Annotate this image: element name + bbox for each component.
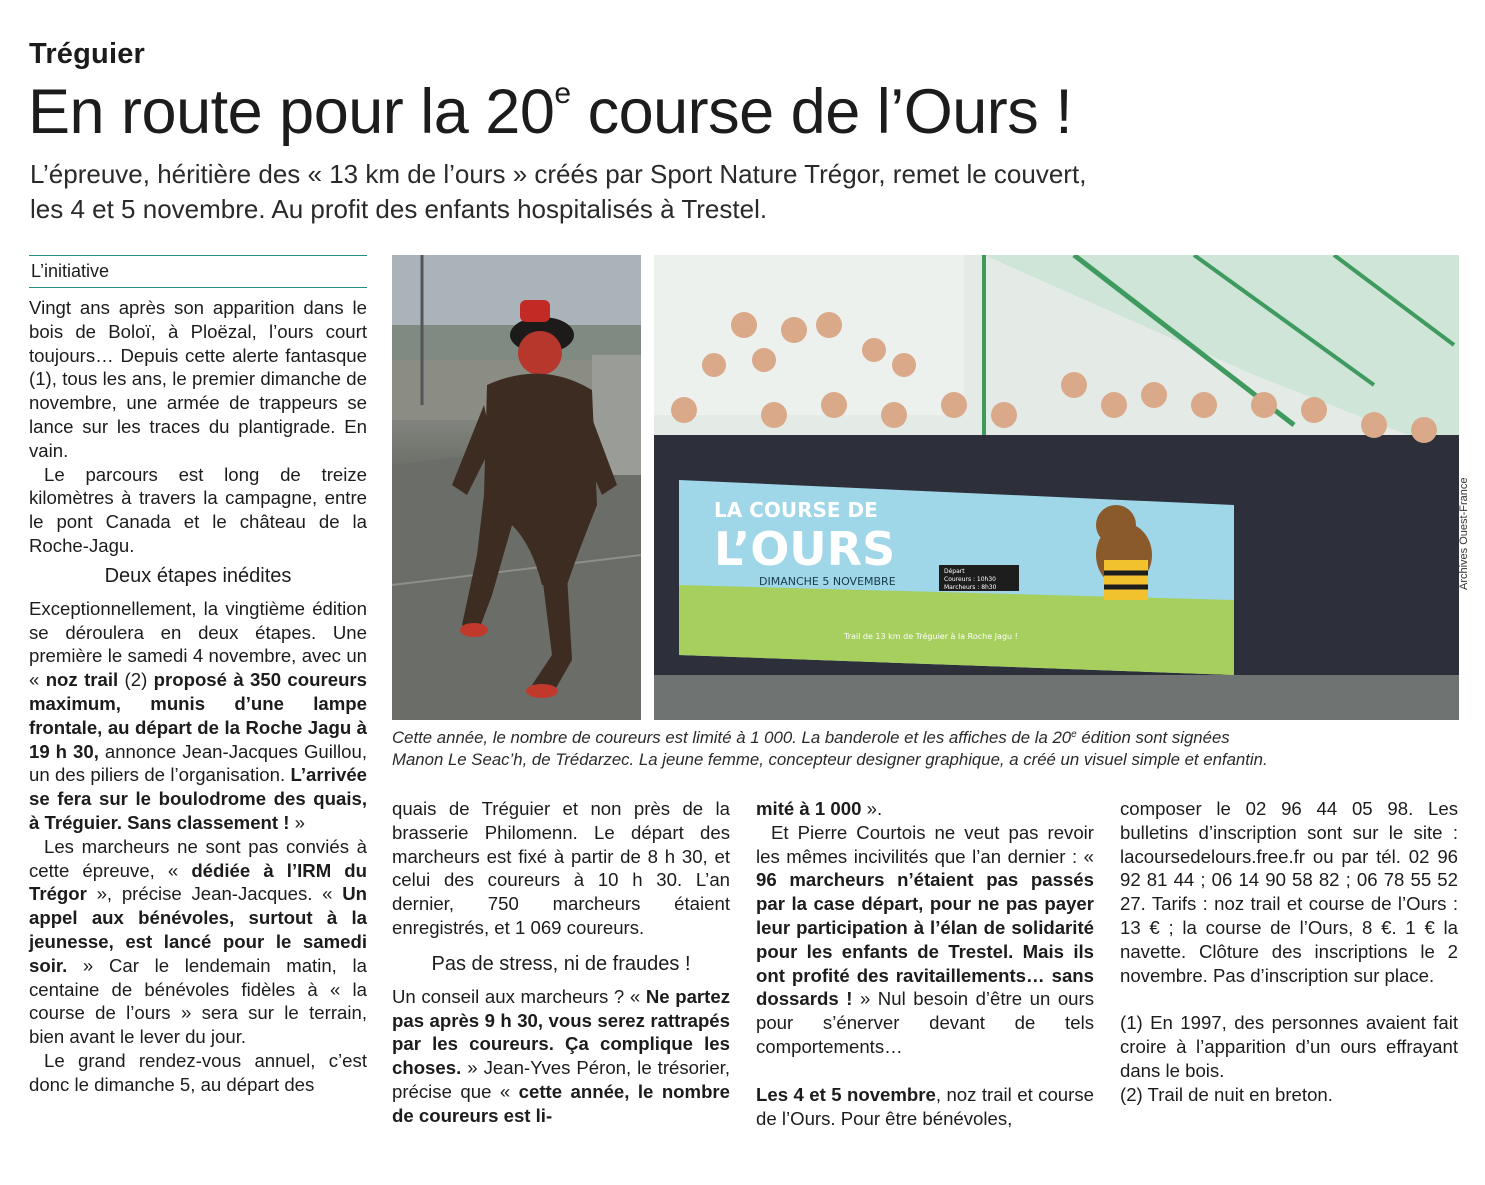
article-column-4 bbox=[1120, 797, 1458, 1107]
caption-line-2: Manon Le Seac’h, de Trédarzec. La jeune femme, concepteur designer graphique, a créé un visuel simple et enfantin. bbox=[392, 750, 1268, 769]
banner-sign-1: Départ bbox=[944, 568, 965, 575]
subheadline bbox=[30, 157, 1230, 227]
intertitle-pas-de-stress: Pas de stress, ni de fraudes ! bbox=[431, 952, 691, 975]
banner-title-2: L’OURS bbox=[714, 522, 896, 576]
paragraph: Vingt ans après son apparition dans le bois de Boloï, à Ploëzal, l’ours court toujours… Depuis cette alerte fantasque (1), tous les ans, le premier dimanche de novembre, une armée de trappeurs se lance sur les traces du plantigrade. En vain. bbox=[29, 297, 367, 461]
paragraph: Les 4 et 5 novembre, noz trail et course de l’Ours. Pour être bénévoles, bbox=[756, 1083, 1094, 1129]
footnote-1: (1) En 1997, des personnes avaient fait croire à l’apparition d’un ours effrayant dans le bois. bbox=[1120, 1012, 1458, 1081]
paragraph: Le grand rendez-vous annuel, c’est donc le dimanche 5, au départ des bbox=[29, 1049, 367, 1095]
banner-title-1: LA COURSE DE bbox=[714, 498, 878, 522]
headline-text: En route pour la 20 bbox=[28, 77, 555, 147]
subhead-line-1: L’épreuve, héritière des « 13 km de l’ours » créés par Sport Nature Trégor, remet le couvert, bbox=[30, 159, 1087, 189]
group-banner-photo bbox=[654, 255, 1459, 720]
paragraph: Un conseil aux marcheurs ? « Ne partez pas après 9 h 30, vous serez rattrapés par les coureurs. Ça complique les choses. » Jean-Yves Péron, le trésorier, précise que « cette année, le nombre de coureurs est li- bbox=[392, 985, 730, 1126]
paragraph: quais de Tréguier et non près de la brasserie Philomenn. Le départ des marcheurs est fixé à partir de 8 h 30, et celui des coureurs à 10 h 30. L’an dernier, 750 marcheurs étaient enregistrés, et 1 069 coureurs. bbox=[392, 798, 730, 938]
photo-caption bbox=[392, 727, 1459, 771]
section-rubric: L’initiative bbox=[29, 255, 367, 288]
banner-date: DIMANCHE 5 NOVEMBRE bbox=[759, 575, 896, 588]
caption-line-1: Cette année, le nombre de coureurs est limité à 1 000. La banderole et les affiches de la 20e édition sont signées bbox=[392, 728, 1230, 747]
banner-sign-3: Marcheurs : 8h30 bbox=[944, 584, 997, 591]
article-column-2 bbox=[392, 797, 730, 1128]
subhead-line-2: les 4 et 5 novembre. Au profit des enfants hospitalisés à Trestel. bbox=[30, 194, 768, 224]
paragraph: composer le 02 96 44 05 98. Les bulletins d’inscription sont sur le site : lacoursedelours.free.fr ou par tél. 02 96 92 81 44 ; 06 14 90 58 82 ; 06 78 55 52 27. Tarifs : noz trail et course de l’Ours : 13 € ; la course de l’Ours, 8 €. 1 € la navette. Clôture des inscriptions le 2 novembre. Pas d’inscription sur place. bbox=[1120, 798, 1458, 986]
group-illustration bbox=[654, 255, 1459, 720]
photo-credit: Archives Ouest-France bbox=[1458, 477, 1470, 590]
banner-sign-2: Coureurs : 10h30 bbox=[944, 576, 996, 583]
headline-text-end: course de l’Ours ! bbox=[570, 77, 1073, 147]
footnote-2: (2) Trail de nuit en breton. bbox=[1120, 1083, 1333, 1105]
article-column-3 bbox=[756, 797, 1094, 1130]
paragraph: Exceptionnellement, la vingtième édition se déroulera en deux étapes. Une première le samedi 4 novembre, avec un « noz trail (2) proposé à 350 coureurs maximum, munis d’une lampe frontale, au départ de la Roche Jagu à 19 h 30, annonce Jean-Jacques Guillou, un des piliers de l’organisation. L’arrivée se fera sur le boulodrome des quais, à Tréguier. Sans classement ! » bbox=[29, 597, 368, 833]
runner-photo bbox=[392, 255, 641, 720]
paragraph: Le parcours est long de treize kilomètres à travers la campagne, entre le pont Canada et le château de la Roche-Jagu. bbox=[29, 463, 367, 556]
paragraph: Les marcheurs ne sont pas conviés à cette épreuve, « dédiée à l’IRM du Trégor », précise Jean-Jacques. « Un appel aux bénévoles, surtout à la jeunesse, est lancé pour le samedi soir. » Car le lendemain matin, la centaine de bénévoles fidèles à « la course de l’ours » sera sur le terrain, bien avant le lever du jour. bbox=[29, 835, 368, 1048]
paragraph: Et Pierre Courtois ne veut pas revoir les mêmes incivilités que l’an dernier : « 96 marcheurs n’étaient pas passés par la case départ, pour ne pas payer leur participation à l’élan de solidarité pour les enfants de Trestel. Mais ils ont profité des ravitaillements… sans dossards ! » Nul besoin d’être un ours pour s’énerver devant de tels comportements… bbox=[756, 821, 1094, 1057]
location-kicker: Tréguier bbox=[29, 38, 146, 70]
intertitle-deux-etapes: Deux étapes inédites bbox=[104, 564, 292, 587]
banner-footer: Trail de 13 km de Tréguier à la Roche Jagu ! bbox=[844, 632, 1018, 641]
article-column-1 bbox=[29, 296, 367, 1097]
paragraph: mité à 1 000 ». bbox=[756, 798, 883, 819]
headline-superscript: e bbox=[554, 77, 571, 110]
runner-illustration bbox=[392, 255, 641, 720]
headline bbox=[28, 76, 1072, 148]
